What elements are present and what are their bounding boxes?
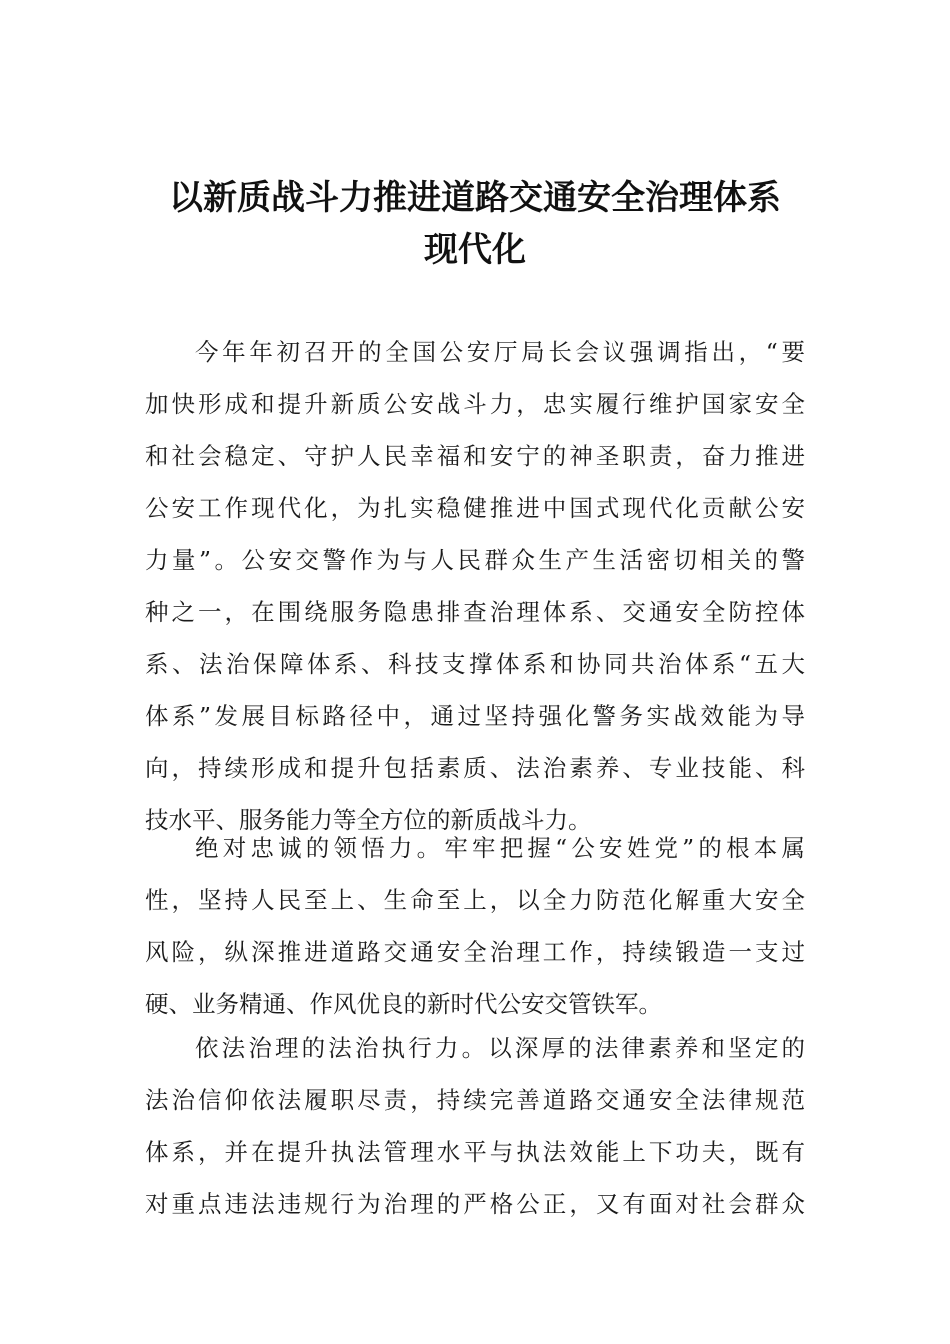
paragraph-line: 系、法治保障体系、科技支撑体系和协同共治体系“五大 [145, 650, 805, 678]
paragraph-line: 硬、业务精通、作风优良的新时代公安交管铁军。 [145, 990, 662, 1018]
paragraph-1 [145, 326, 805, 846]
title-line-2: 现代化 [424, 230, 526, 270]
paragraph-line: 种之一，在围绕服务隐患排查治理体系、交通安全防控体 [145, 598, 805, 626]
paragraph-line: 公安工作现代化，为扎实稳健推进中国式现代化贡献公安 [145, 494, 805, 522]
paragraph-line: 体系”发展目标路径中，通过坚持强化警务实战效能为导 [145, 702, 805, 730]
paragraph-line: 绝对忠诚的领悟力。牢牢把握“公安姓党”的根本属 [195, 834, 805, 862]
paragraph-line: 法治信仰依法履职尽责，持续完善道路交通安全法律规范 [145, 1086, 805, 1114]
paragraph-line: 依法治理的法治执行力。以深厚的法律素养和坚定的 [195, 1034, 805, 1062]
paragraph-line: 力量”。公安交警作为与人民群众生产生活密切相关的警 [145, 546, 805, 574]
paragraph-line: 向，持续形成和提升包括素质、法治素养、专业技能、科 [145, 754, 805, 782]
paragraph-line: 加快形成和提升新质公安战斗力，忠实履行维护国家安全 [145, 390, 805, 418]
paragraph-line: 技水平、服务能力等全方位的新质战斗力。 [145, 806, 592, 834]
paragraph-2 [145, 822, 805, 1030]
paragraph-line: 今年年初召开的全国公安厅局长会议强调指出，“要 [195, 338, 805, 366]
document-title [145, 172, 805, 276]
paragraph-3 [145, 1022, 805, 1230]
paragraph-line: 风险，纵深推进道路交通安全治理工作，持续锻造一支过 [145, 938, 805, 966]
paragraph-line: 和社会稳定、守护人民幸福和安宁的神圣职责，奋力推进 [145, 442, 805, 470]
paragraph-line: 性，坚持人民至上、生命至上，以全力防范化解重大安全 [145, 886, 805, 914]
paragraph-line: 对重点违法违规行为治理的严格公正，又有面对社会群众 [145, 1190, 805, 1218]
title-line-1: 以新质战斗力推进道路交通安全治理体系 [169, 178, 781, 218]
paragraph-line: 体系，并在提升执法管理水平与执法效能上下功夫，既有 [145, 1138, 805, 1166]
